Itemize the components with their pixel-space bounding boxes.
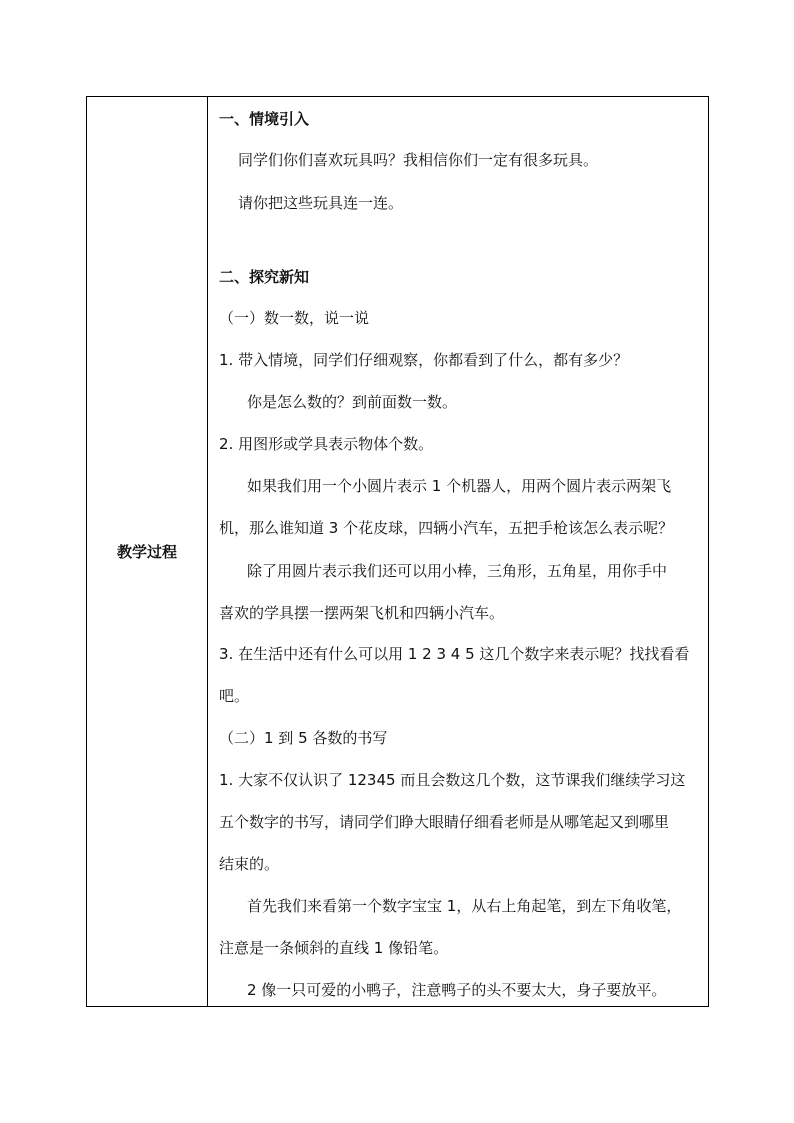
lesson-table bbox=[86, 96, 709, 1007]
paragraph: 1. 大家不仅认识了 12345 而且会数这几个数，这节课我们继续学习这 bbox=[219, 771, 686, 789]
paragraph: 如果我们用一个小圆片表示 1 个机器人，用两个圆片表示两架飞 bbox=[247, 477, 672, 495]
paragraph: 请你把这些玩具连一连。 bbox=[238, 194, 404, 212]
paragraph: 五个数字的书写，请同学们睁大眼睛仔细看老师是从哪笔起又到哪里 bbox=[219, 813, 670, 831]
label-cell bbox=[87, 97, 208, 1006]
subheading: （一）数一数，说一说 bbox=[219, 309, 370, 327]
paragraph: 1. 带入情境，同学们仔细观察，你都看到了什么，都有多少？ bbox=[219, 351, 629, 369]
paragraph: 机，那么谁知道 3 个花皮球，四辆小汽车，五把手枪该怎么表示呢？ bbox=[219, 519, 674, 537]
paragraph: 2 像一只可爱的小鸭子，注意鸭子的头不要太大，身子要放平。 bbox=[247, 981, 667, 999]
paragraph: 2. 用图形或学具表示物体个数。 bbox=[219, 435, 434, 453]
subheading: （二）1 到 5 各数的书写 bbox=[219, 729, 388, 747]
content-cell bbox=[208, 97, 708, 1006]
paragraph: 注意是一条倾斜的直线 1 像铅笔。 bbox=[219, 939, 449, 957]
paragraph: 你是怎么数的？到前面数一数。 bbox=[247, 393, 458, 411]
paragraph: 除了用圆片表示我们还可以用小棒，三角形，五角星，用你手中 bbox=[247, 562, 668, 580]
paragraph: 结束的。 bbox=[219, 855, 280, 873]
paragraph: 首先我们来看第一个数字宝宝 1，从右上角起笔，到左下角收笔， bbox=[247, 897, 682, 915]
heading-situation-intro: 一、情境引入 bbox=[219, 110, 310, 128]
paragraph: 3. 在生活中还有什么可以用 1 2 3 4 5 这几个数字来表示呢？找找看看 bbox=[219, 645, 690, 663]
paragraph: 吧。 bbox=[219, 687, 250, 705]
paragraph: 喜欢的学具摆一摆两架飞机和四辆小汽车。 bbox=[219, 604, 505, 622]
paragraph: 同学们你们喜欢玩具吗？我相信你们一定有很多玩具。 bbox=[238, 151, 599, 169]
section-label: 教学过程 bbox=[116, 543, 177, 561]
heading-explore: 二、探究新知 bbox=[219, 268, 310, 286]
